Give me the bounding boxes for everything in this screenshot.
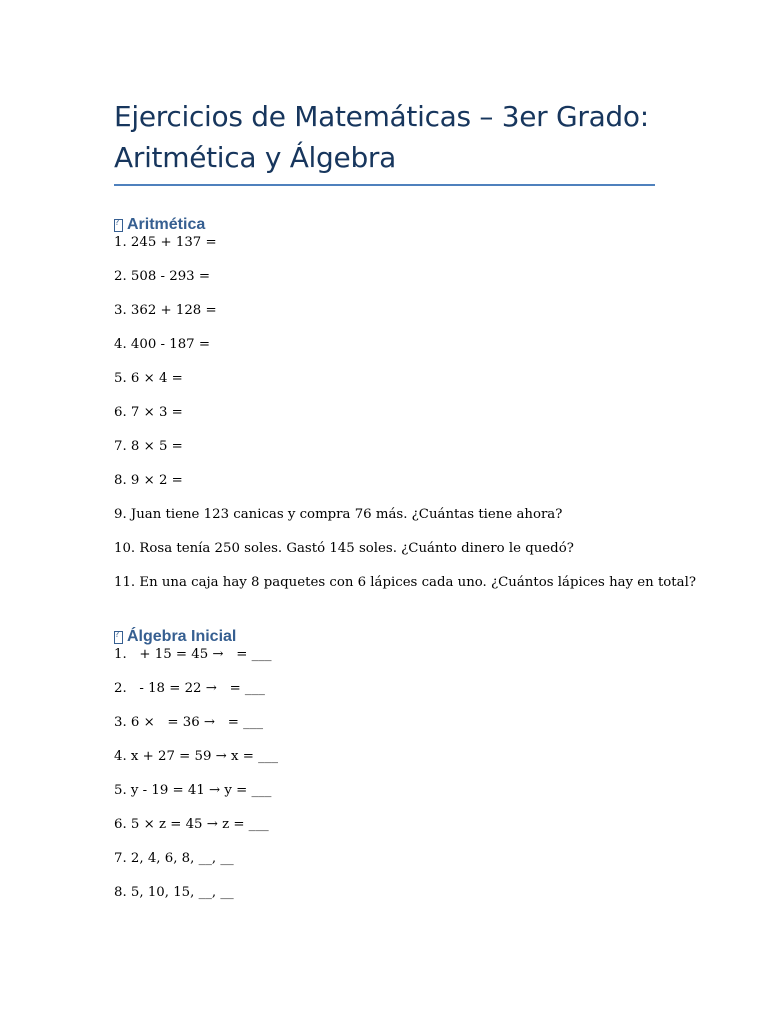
document-title	[114, 96, 655, 178]
exercise-item: 8. 5, 10, 15, __, __	[114, 885, 234, 900]
exercise-item: 6. 5 × z = 45 → z = ___	[114, 817, 269, 832]
exercise-item: 11. En una caja hay 8 paquetes con 6 lápices cada uno. ¿Cuántos lápices hay en total?	[114, 575, 696, 590]
exercise-item: 3. 6 × = 36 → = ___	[114, 715, 264, 730]
exercise-item: 7. 8 × 5 =	[114, 439, 183, 454]
unrendered-glyph-icon	[114, 631, 123, 644]
unrendered-glyph-icon	[114, 219, 123, 232]
exercise-item: 5. y - 19 = 41 → y = ___	[114, 783, 272, 798]
exercise-item: 2. - 18 = 22 → = ___	[114, 681, 265, 696]
exercise-item: 4. x + 27 = 59 → x = ___	[114, 749, 279, 764]
title-line-1: Ejercicios de Matemáticas – 3er Grado:	[114, 100, 649, 133]
exercise-item: 1. 245 + 137 =	[114, 235, 217, 250]
section-heading-arithmetic	[114, 216, 655, 234]
exercise-item: 8. 9 × 2 =	[114, 473, 183, 488]
exercise-item: 5. 6 × 4 =	[114, 371, 183, 386]
exercise-item: 7. 2, 4, 6, 8, __, __	[114, 851, 234, 866]
exercise-list-algebra	[114, 646, 655, 918]
section-algebra	[114, 628, 655, 918]
title-line-2: Aritmética y Álgebra	[114, 141, 396, 174]
exercise-item: 1. + 15 = 45 → = ___	[114, 647, 272, 662]
section-heading-algebra	[114, 628, 655, 646]
title-underline	[114, 184, 655, 186]
exercise-item: 10. Rosa tenía 250 soles. Gastó 145 soles. ¿Cuánto dinero le quedó?	[114, 541, 574, 556]
exercise-item: 6. 7 × 3 =	[114, 405, 183, 420]
section-heading-label: Aritmética	[127, 216, 206, 233]
exercise-item: 3. 362 + 128 =	[114, 303, 217, 318]
exercise-list-arithmetic	[114, 234, 696, 608]
exercise-item: 9. Juan tiene 123 canicas y compra 76 más. ¿Cuántas tiene ahora?	[114, 507, 563, 522]
exercise-item: 2. 508 - 293 =	[114, 269, 210, 284]
section-arithmetic	[114, 216, 696, 608]
exercise-item: 4. 400 - 187 =	[114, 337, 210, 352]
document-page	[114, 96, 696, 918]
section-heading-label: Álgebra Inicial	[127, 628, 237, 645]
